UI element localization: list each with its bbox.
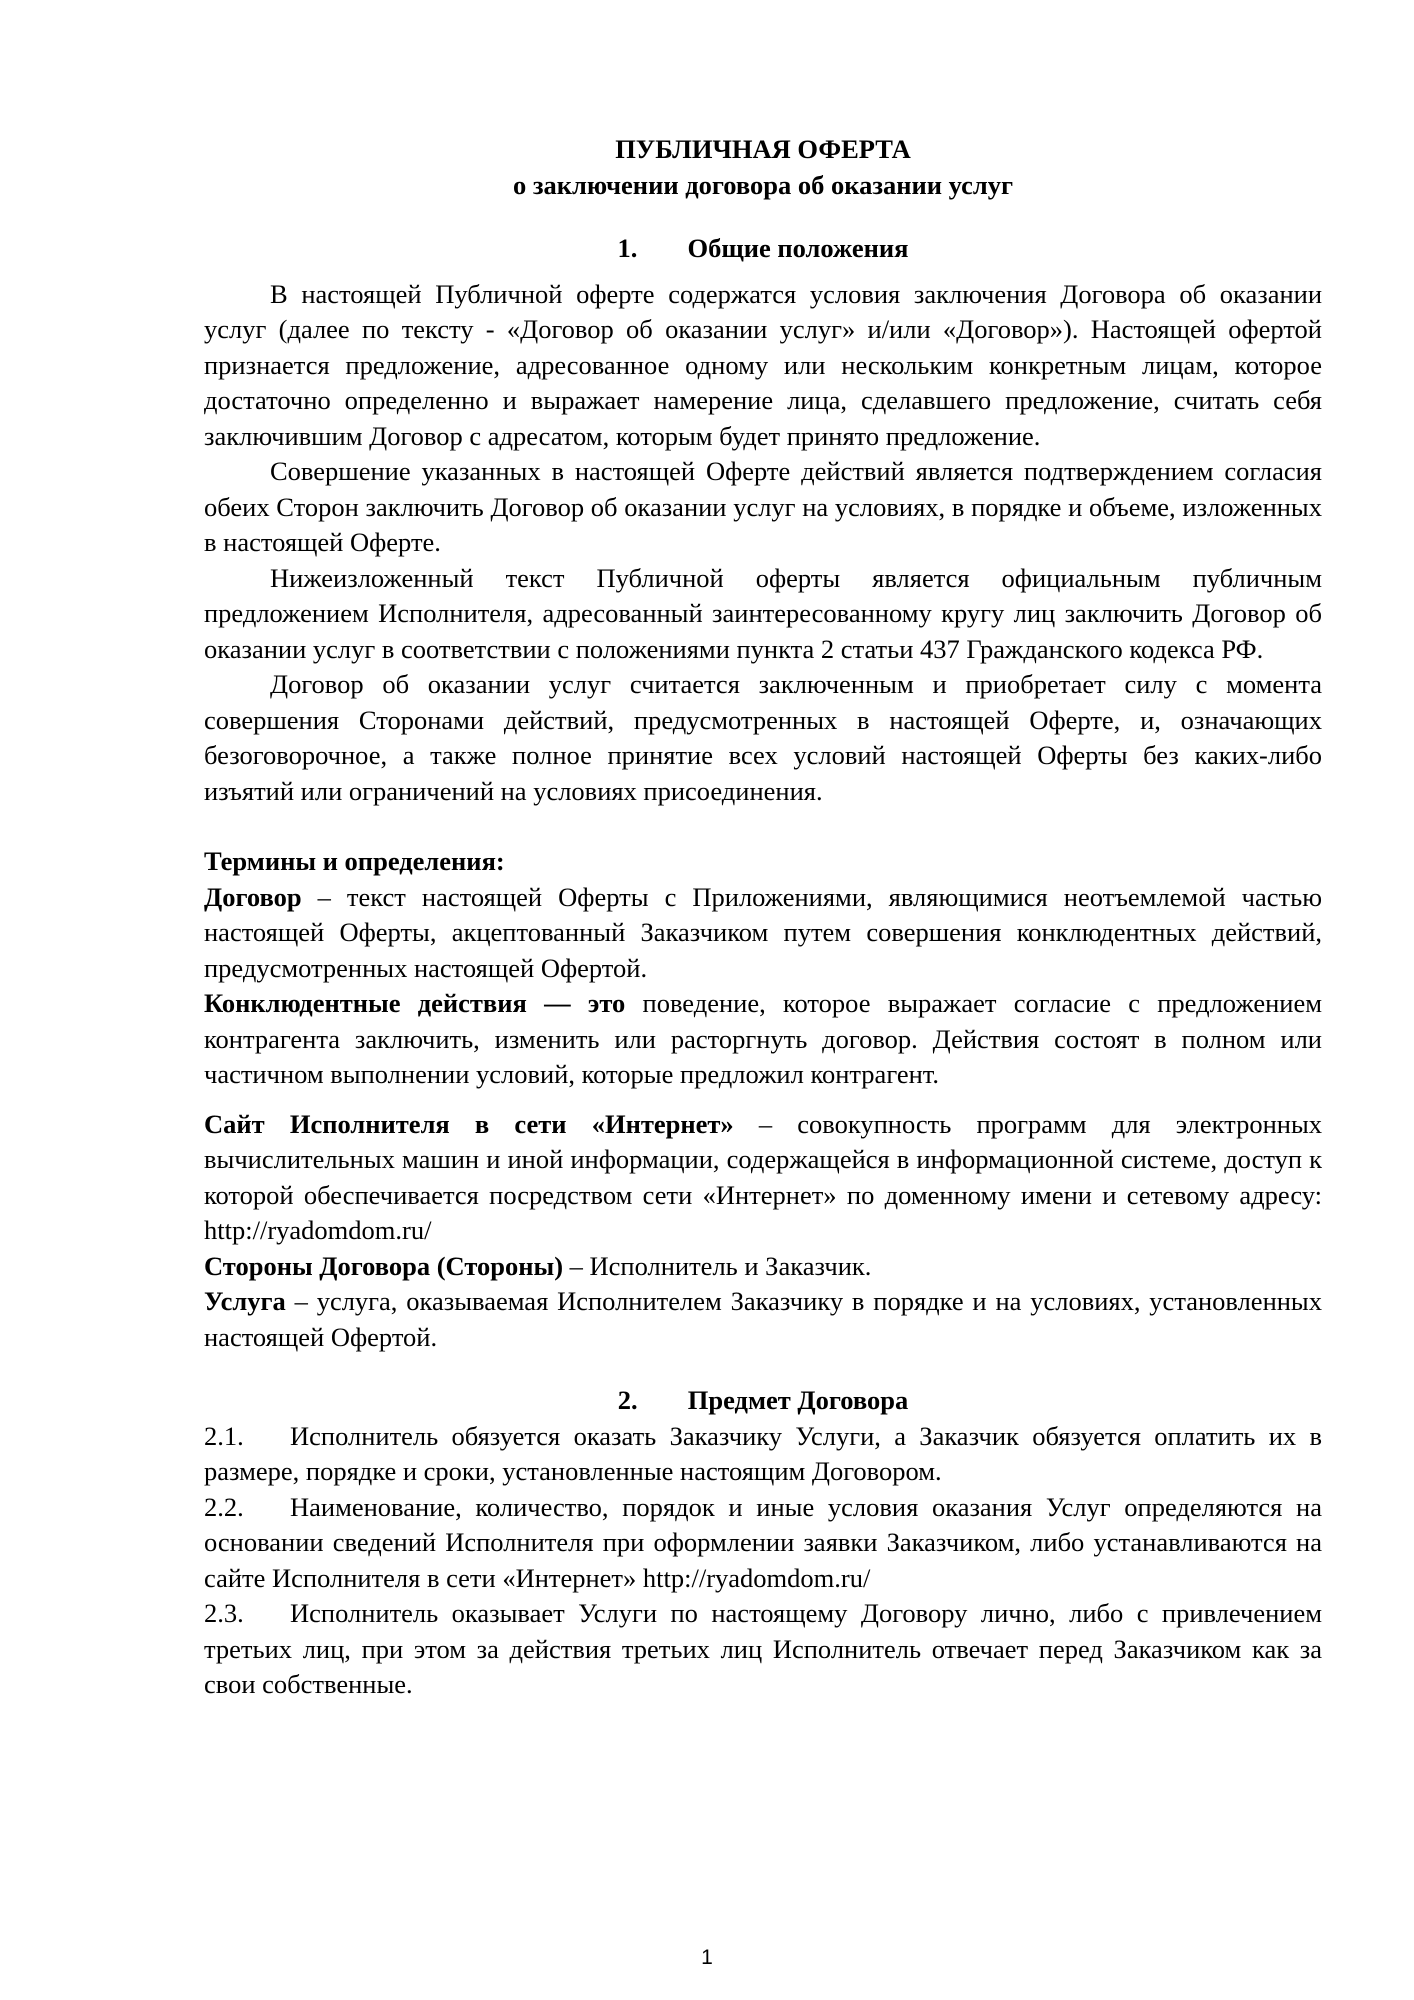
clause-2-1	[204, 1419, 1322, 1490]
terms-title: Термины и определения:	[204, 846, 505, 876]
term-contract	[204, 880, 1322, 987]
term-definition: – Исполнитель и Заказчик.	[563, 1250, 872, 1281]
term-name: Услуга	[204, 1286, 286, 1316]
clause-number: 2.1.	[204, 1420, 244, 1451]
clause-number: 2.2.	[204, 1491, 244, 1522]
clause-2-2	[204, 1490, 1322, 1597]
section-2-number: 2.	[617, 1385, 638, 1415]
page-number: 1	[701, 1946, 713, 1969]
clause-text: Наименование, количество, порядок и иные условия оказания Услуг определяются на основании сведений Исполнителя при оформлении заявки Заказчиком, либо устанавливаются на сайте Исполнителя в сети «Интернет» http://ryadomdom.ru/	[204, 1491, 1322, 1593]
paragraph-1: В настоящей Публичной оферте содержатся условия заключения Договора об оказании услуг (далее по тексту - «Договор об оказании услуг» и/или «Договор»). Настоящей офертой признается предложение, адресованное одному или нескольким конкретным лицам, которое достаточно определенно и выражает намерение лица, сделавшего предложение, считать себя заключившим Договор с адресатом, которым будет принято предложение.	[204, 278, 1322, 451]
clause-number: 2.3.	[204, 1598, 244, 1628]
paragraph-2: Совершение указанных в настоящей Оферте действий является подтверждением согласия обеих Сторон заключить Договор об оказании услуг на условиях, в порядке и объеме, изложенных в настоящей Оферте.	[204, 456, 1322, 557]
clause-text: Исполнитель оказывает Услуги по настоящему Договору лично, либо с привлечением третьих лиц, при этом за действия третьих лиц Исполнитель отвечает перед Заказчиком как за свои собственные.	[204, 1598, 1322, 1699]
section-1-number: 1.	[617, 233, 638, 263]
section-2-heading	[204, 1383, 1322, 1419]
term-definition: – текст настоящей Оферты с Приложениями, являющимися неотъемлемой частью настоящей Оферты, акцептованный Заказчиком путем совершения конклюдентных действий, предусмотренных настоящей Офертой.	[204, 881, 1322, 983]
term-name: Конклюдентные действия — это	[204, 988, 626, 1018]
clause-2-3	[204, 1596, 1322, 1703]
term-website	[204, 1107, 1322, 1249]
term-definition: – совокупность программ для электронных вычислительных машин и иной информации, содержащейся в информационной системе, доступ к которой обеспечивается посредством сети «Интернет» по доменному имени и сетевому адресу: http://ryadomdom.ru/	[204, 1108, 1322, 1245]
term-definition: поведение, которое выражает согласие с предложением контрагента заключить, изменить или расторгнуть договор. Действия состоят в полном или частичном выполнении условий, которые предложил контрагент.	[204, 988, 1322, 1089]
document-title: ПУБЛИЧНАЯ ОФЕРТА	[615, 134, 911, 164]
term-definition: – услуга, оказываемая Исполнителем Заказчику в порядке и на условиях, установленных настоящей Офертой.	[204, 1286, 1322, 1352]
section-1-heading	[204, 231, 1322, 267]
term-name: Сайт Исполнителя в сети «Интернет»	[204, 1108, 734, 1139]
term-service	[204, 1284, 1322, 1355]
paragraph-4: Договор об оказании услуг считается заключенным и приобретает силу с момента совершения Сторонами действий, предусмотренных в настоящей Оферте, и, означающих безоговорочное, а также полное принятие всех условий настоящей Оферты без каких-либо изъятий или ограничений на условиях присоединения.	[204, 669, 1322, 806]
term-conclusive-actions	[204, 986, 1322, 1093]
paragraph-3: Нижеизложенный текст Публичной оферты является официальным публичным предложением Исполнителя, адресованный заинтересованному кругу лиц заключить Договор об оказании услуг в соответствии с положениями пункта 2 статьи 437 Гражданского кодекса РФ.	[204, 562, 1322, 664]
section-1-title: Общие положения	[687, 233, 909, 263]
term-name: Стороны Договора (Стороны)	[204, 1250, 564, 1281]
term-name: Договор	[204, 881, 302, 912]
document-body	[204, 132, 1322, 1703]
term-parties	[204, 1249, 1322, 1285]
document-subtitle: о заключении договора об оказании услуг	[512, 169, 1014, 200]
section-2-title: Предмет Договора	[687, 1385, 909, 1415]
clause-text: Исполнитель обязуется оказать Заказчику Услуги, а Заказчик обязуется оплатить их в размере, порядке и сроки, установленные настоящим Договором.	[204, 1420, 1322, 1486]
